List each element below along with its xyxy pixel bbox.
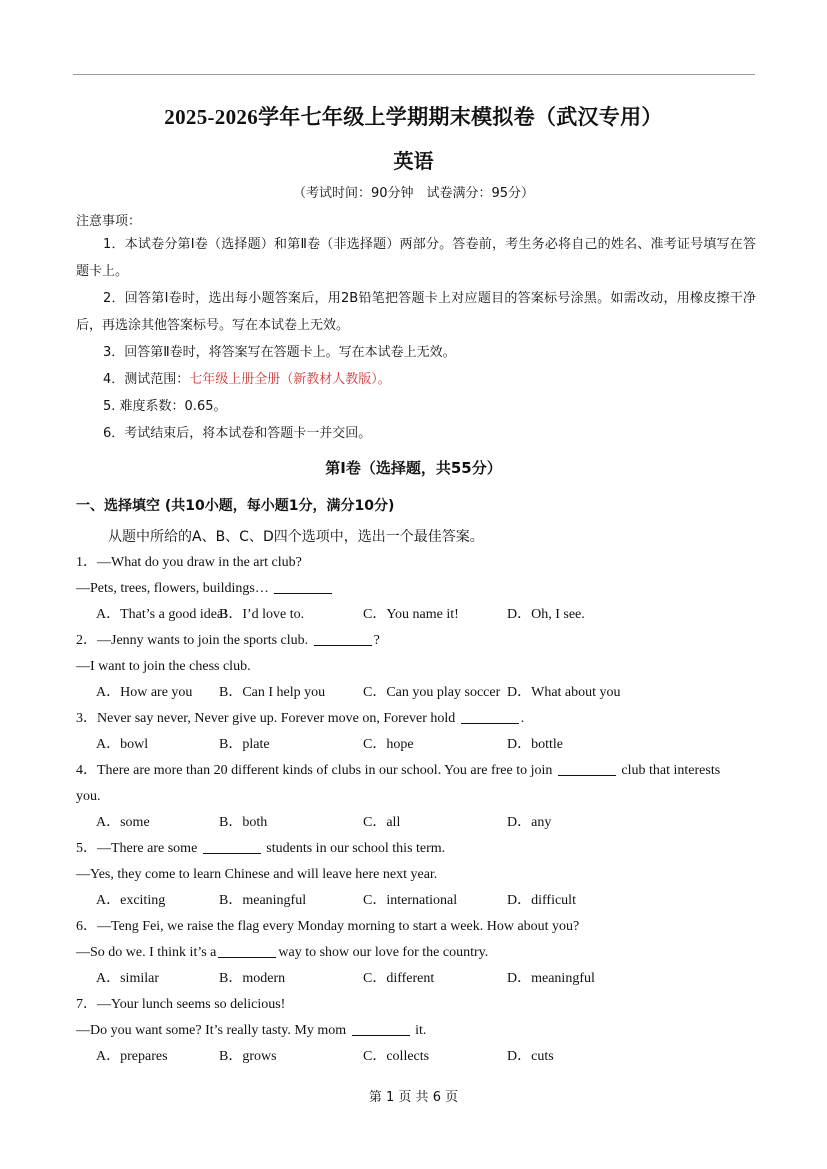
answer-blank [274, 579, 332, 594]
note-item: 5. 难度系数：0.65。 [103, 399, 227, 414]
question-text: ? [373, 633, 380, 648]
question-text: students in our school this term. [266, 841, 446, 856]
note-item: 3．回答第Ⅱ卷时，将答案写在答题卡上。写在本试卷上无效。 [103, 345, 456, 360]
question-text: way to show our love for the country. [278, 945, 489, 960]
section-heading: 一、选择填空 (共10小题，每小题1分，满分10分) [76, 498, 395, 514]
question-stem [76, 706, 756, 732]
answer-blank [558, 761, 616, 776]
part-heading: 第Ⅰ卷（选择题，共55分） [325, 459, 502, 477]
option-a: A．bowl [96, 737, 149, 752]
exam-title: 2025-2026学年七年级上学期期末模拟卷（武汉专用） [164, 105, 663, 129]
option-c: C．collects [363, 1049, 430, 1064]
question-text: 4．There are more than 20 different kinds of clubs in our school. You are free to join [76, 763, 553, 778]
question-line [76, 1018, 756, 1044]
option-d: D．any [507, 815, 552, 830]
question-line: —Yes, they come to learn Chinese and will leave here next year. [76, 867, 438, 882]
option-a: A．That’s a good idea! [96, 607, 228, 622]
note-item: 6．考试结束后，将本试卷和答题卡一并交回。 [103, 426, 372, 441]
note-item: 2．回答第Ⅰ卷时，选出每小题答案后，用2B铅笔把答题卡上对应题目的答案标号涂黑。如需改动，用橡皮擦干净后，再选涂其他答案标号。写在本试卷上无效。 [76, 291, 756, 333]
option-b: B．I’d love to. [219, 607, 305, 622]
question-stem [76, 628, 756, 654]
option-d: D．Oh, I see. [507, 607, 585, 622]
test-scope: 七年级上册全册（新教材人教版）。 [189, 372, 391, 387]
option-b: B．both [219, 815, 268, 830]
question-text: —Pets, trees, flowers, buildings… [76, 581, 269, 596]
option-c: C．all [363, 815, 401, 830]
options-row [76, 1044, 756, 1070]
question-line [76, 576, 756, 602]
question-stem [76, 758, 748, 810]
options-row [76, 888, 756, 914]
option-b: B．Can I help you [219, 685, 326, 700]
question-stem [76, 836, 756, 862]
note-label: 4．测试范围： [103, 372, 190, 387]
option-a: A．exciting [96, 893, 166, 908]
options-row [76, 810, 756, 836]
option-c: C．Can you play soccer [363, 685, 501, 700]
option-b: B．plate [219, 737, 270, 752]
option-a: A．similar [96, 971, 159, 986]
question-stem: 6．—Teng Fei, we raise the flag every Monday morning to start a week. How about you? [76, 919, 580, 934]
question-text: —Do you want some? It’s really tasty. My mom [76, 1023, 347, 1038]
top-rule [73, 74, 755, 75]
options-row [76, 966, 756, 992]
question-text: 2．—Jenny wants to join the sports club. [76, 633, 309, 648]
option-c: C．international [363, 893, 458, 908]
answer-blank [203, 839, 261, 854]
option-b: B．modern [219, 971, 286, 986]
question-line [76, 940, 756, 966]
options-row [76, 680, 756, 706]
option-c: C．hope [363, 737, 414, 752]
note-item: 1．本试卷分第Ⅰ卷（选择题）和第Ⅱ卷（非选择题）两部分。答卷前，考生务必将自己的姓名、准考证号填写在答题卡上。 [76, 237, 756, 279]
question-stem: 1．—What do you draw in the art club? [76, 555, 302, 570]
note-item [76, 366, 756, 393]
question-stem: 7．—Your lunch seems so delicious! [76, 997, 286, 1012]
exam-info: （考试时间：90分钟 试卷满分：95分） [292, 186, 535, 201]
option-b: B．meaningful [219, 893, 307, 908]
option-a: A．some [96, 815, 150, 830]
question-text: . [520, 711, 525, 726]
options-row [76, 602, 756, 628]
option-d: D．meaningful [507, 971, 595, 986]
option-b: B．grows [219, 1049, 277, 1064]
page-number: 第 1 页 共 6 页 [368, 1090, 459, 1105]
answer-blank [314, 631, 372, 646]
option-a: A．How are you [96, 685, 193, 700]
notes-list [76, 231, 756, 447]
section-instruction: 从题中所给的A、B、C、D四个选项中，选出一个最佳答案。 [108, 529, 484, 545]
option-a: A．prepares [96, 1049, 168, 1064]
option-d: D．What about you [507, 685, 621, 700]
question-text: it. [415, 1023, 427, 1038]
option-c: C．different [363, 971, 435, 986]
notes-heading: 注意事项： [76, 214, 142, 229]
question-text: 3．Never say never, Never give up. Forever move on, Forever hold [76, 711, 456, 726]
question-text: club that interests you. [76, 763, 721, 804]
answer-blank [461, 709, 519, 724]
option-d: D．cuts [507, 1049, 554, 1064]
answer-blank [218, 943, 276, 958]
question-text: 5．—There are some [76, 841, 198, 856]
question-text: —So do we. I think it’s a [76, 945, 217, 960]
option-d: D．difficult [507, 893, 576, 908]
option-c: C．You name it! [363, 607, 459, 622]
question-list [76, 550, 756, 1070]
subject-title: 英语 [393, 149, 434, 173]
question-line: —I want to join the chess club. [76, 659, 251, 674]
option-d: D．bottle [507, 737, 563, 752]
answer-blank [352, 1021, 410, 1036]
options-row [76, 732, 756, 758]
